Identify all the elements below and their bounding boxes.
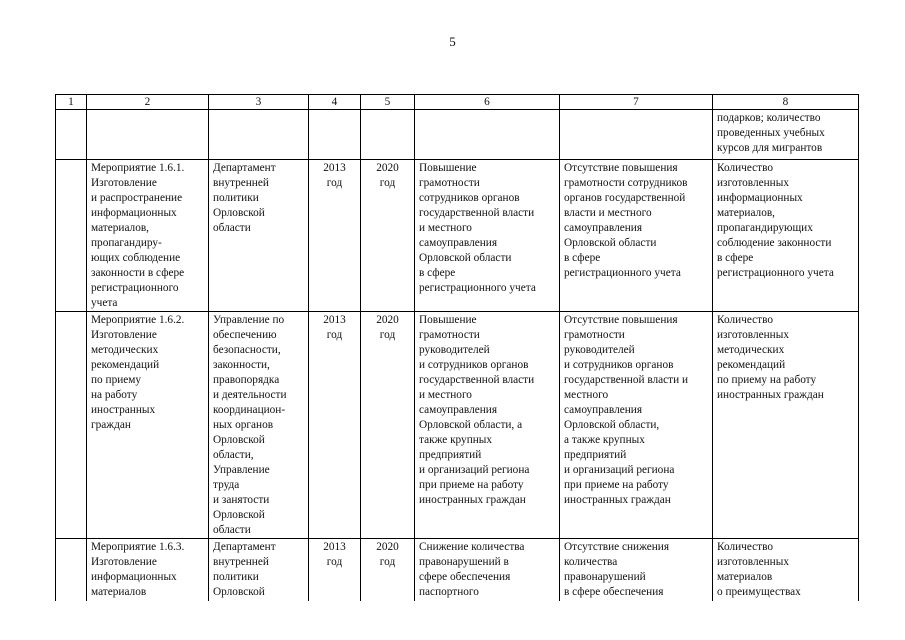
consequences-cell: Отсутствие снижения количества правонарушений в сфере обеспечения — [560, 539, 713, 602]
consequences-cell: Отсутствие повышения грамотности сотрудников органов государственной власти и местного самоуправления Орловской области в сфере регистрационного учета — [560, 160, 713, 312]
indicator-cell: подарков; количество проведенных учебных курсов для мигрантов — [713, 110, 859, 160]
consequences-cell: Отсутствие повышения грамотности руководителей и сотрудников органов государственной власти и местного самоуправления Орловской области, а также крупных предприятий и организаций региона при приеме на работу иностранных граждан — [560, 312, 713, 539]
expected-result-cell — [415, 110, 560, 160]
end-year-cell — [361, 110, 415, 160]
end-year-cell: 2020 год — [361, 312, 415, 539]
table-header-row — [56, 95, 859, 110]
column-header: 3 — [209, 95, 309, 110]
executor-cell — [209, 110, 309, 160]
measure-cell — [87, 110, 209, 160]
expected-result-cell: Повышение грамотности руководителей и сотрудников органов государственной власти и местного самоуправления Орловской области, а также крупных предприятий и организаций региона при приеме на работу иностранных граждан — [415, 312, 560, 539]
end-year-cell: 2020 год — [361, 160, 415, 312]
row-number-cell — [56, 110, 87, 160]
table-row — [56, 160, 859, 312]
executor-cell: Департамент внутренней политики Орловской области — [209, 160, 309, 312]
start-year-cell: 2013 год — [309, 312, 361, 539]
expected-result-cell: Повышение грамотности сотрудников органов государственной власти и местного самоуправления Орловской области в сфере регистрационного учета — [415, 160, 560, 312]
column-header: 7 — [560, 95, 713, 110]
column-header: 1 — [56, 95, 87, 110]
executor-cell: Департамент внутренней политики Орловской — [209, 539, 309, 602]
row-number-cell — [56, 160, 87, 312]
table-row — [56, 312, 859, 539]
page-number: 5 — [449, 34, 456, 49]
column-header: 6 — [415, 95, 560, 110]
measure-cell: Мероприятие 1.6.1. Изготовление и распространение информационных материалов, пропагандиру- ющих соблюдение законности в сфере регистрационного учета — [87, 160, 209, 312]
column-header: 5 — [361, 95, 415, 110]
measure-cell: Мероприятие 1.6.2. Изготовление методических рекомендаций по приему на работу иностранных граждан — [87, 312, 209, 539]
end-year-cell: 2020 год — [361, 539, 415, 602]
row-number-cell — [56, 312, 87, 539]
row-number-cell — [56, 539, 87, 602]
expected-result-cell: Снижение количества правонарушений в сфере обеспечения паспортного — [415, 539, 560, 602]
column-header: 4 — [309, 95, 361, 110]
executor-cell: Управление по обеспечению безопасности, законности, правопорядка и деятельности координацион- ных органов Орловской области, Управление труда и занятости Орловской области — [209, 312, 309, 539]
start-year-cell: 2013 год — [309, 539, 361, 602]
table-row — [56, 539, 859, 602]
start-year-cell — [309, 110, 361, 160]
column-header: 8 — [713, 95, 859, 110]
indicator-cell: Количество изготовленных материалов о преимуществах — [713, 539, 859, 602]
measure-cell: Мероприятие 1.6.3. Изготовление информационных материалов — [87, 539, 209, 602]
start-year-cell: 2013 год — [309, 160, 361, 312]
table-row — [56, 110, 859, 160]
indicator-cell: Количество изготовленных информационных материалов, пропагандирующих соблюдение законности в сфере регистрационного учета — [713, 160, 859, 312]
column-header: 2 — [87, 95, 209, 110]
measures-table — [55, 94, 859, 601]
consequences-cell — [560, 110, 713, 160]
indicator-cell: Количество изготовленных методических рекомендаций по приему на работу иностранных граждан — [713, 312, 859, 539]
